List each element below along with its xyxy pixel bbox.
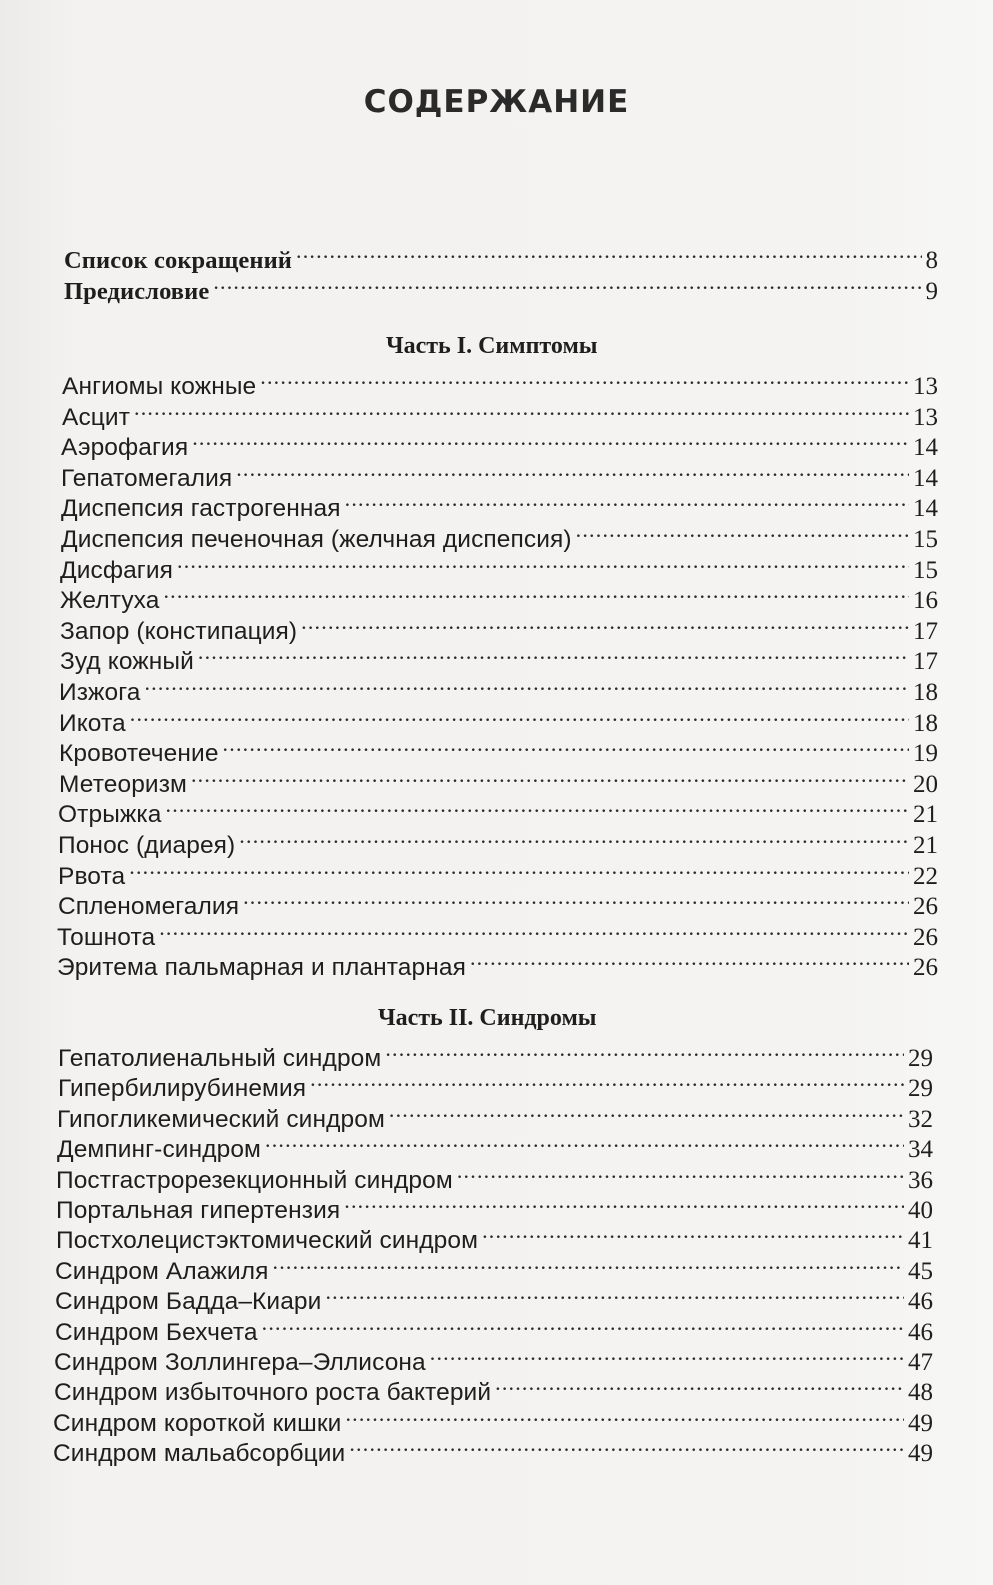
- toc-entry-page: 34: [908, 1136, 933, 1163]
- toc-entry: [56, 1216, 933, 1254]
- toc-entry-label: Гепатомегалия: [61, 465, 233, 492]
- dot-leader: [457, 1156, 904, 1188]
- toc-entry-label: Гипогликемический синдром: [57, 1106, 385, 1133]
- toc-entry-page: 18: [913, 679, 938, 706]
- toc-entry-label: Дисфагия: [60, 557, 173, 584]
- toc-entry-label: Гипербилирубинемия: [58, 1075, 307, 1102]
- toc-entry-page: 9: [925, 278, 938, 305]
- toc-entry: [59, 760, 938, 798]
- toc-entry-page: 45: [908, 1258, 933, 1285]
- toc-entry-label: Диспепсия печеночная (желчная диспепсия): [61, 526, 572, 553]
- toc-entry-page: 21: [913, 832, 938, 859]
- dot-leader: [134, 393, 909, 425]
- toc-entry: [60, 576, 938, 614]
- toc-entry-preface: [64, 267, 938, 305]
- dot-leader: [273, 1247, 904, 1279]
- dot-leader: [223, 729, 909, 761]
- toc-entry-label: Ангиомы кожные: [62, 373, 257, 400]
- toc-entry-label: Зуд кожный: [60, 648, 194, 675]
- toc-entry-page: 17: [913, 618, 938, 645]
- dot-leader: [495, 1368, 904, 1400]
- toc-entry: [59, 668, 938, 706]
- dot-leader: [265, 1125, 904, 1157]
- toc-entry: [55, 1247, 933, 1285]
- toc-entry-page: 29: [908, 1075, 933, 1102]
- toc-entry-label: Синдром короткой кишки: [53, 1410, 342, 1437]
- dot-leader: [296, 236, 921, 268]
- toc-entry-page: 49: [908, 1440, 933, 1467]
- toc-entry: [58, 1064, 933, 1102]
- toc-entry-label: Диспепсия гастрогенная: [61, 495, 341, 522]
- toc-entry-label: Метеоризм: [59, 771, 187, 798]
- toc-entry: [61, 484, 938, 522]
- dot-leader: [345, 1399, 904, 1431]
- toc-entry-label: Постхолецистэктомический синдром: [56, 1227, 479, 1254]
- toc-entry-label: Синдром Бадда–Киари: [55, 1288, 322, 1315]
- toc-entry-page: 26: [913, 893, 938, 920]
- toc-entry-abbreviations: [64, 236, 938, 274]
- toc-entry-page: 32: [908, 1106, 933, 1133]
- toc-entry: [58, 882, 938, 920]
- toc-entry: [62, 393, 938, 431]
- toc-entry-label: Спленомегалия: [58, 893, 240, 920]
- dot-leader: [389, 1095, 904, 1127]
- toc-entry-label: Кровотечение: [59, 740, 219, 767]
- toc-entry-page: 49: [908, 1410, 933, 1437]
- dot-leader: [482, 1216, 904, 1248]
- dot-leader: [191, 760, 909, 792]
- part-heading-syndromes: Часть II. Синдромы: [378, 1005, 597, 1031]
- toc-entry-label: Список сокращений: [64, 247, 293, 274]
- dot-leader: [345, 484, 909, 516]
- toc-entry-page: 26: [913, 924, 938, 951]
- dot-leader: [177, 546, 909, 578]
- dot-leader: [236, 454, 909, 486]
- toc-entry-page: 40: [908, 1197, 933, 1224]
- toc-entry-page: 22: [913, 863, 938, 890]
- toc-entry-page: 46: [908, 1288, 933, 1315]
- toc-entry: [61, 454, 938, 492]
- page-title: СОДЕРЖАНИЕ: [363, 84, 630, 120]
- dot-leader: [192, 423, 909, 455]
- toc-entry-label: Синдром Золлингера–Эллисона: [54, 1349, 426, 1376]
- toc-entry: [56, 1186, 933, 1224]
- dot-leader: [301, 607, 909, 639]
- toc-entry-label: Аэрофагия: [61, 434, 189, 461]
- toc-entry-page: 13: [913, 404, 938, 431]
- toc-entry: [59, 729, 938, 767]
- toc-entry-label: Эритема пальмарная и плантарная: [57, 954, 466, 981]
- dot-leader: [470, 943, 909, 975]
- toc-entry-label: Понос (диарея): [58, 832, 236, 859]
- toc-entry-page: 41: [908, 1227, 933, 1254]
- toc-entry-page: 14: [913, 434, 938, 461]
- toc-entry-page: 14: [913, 465, 938, 492]
- toc-entry-label: Отрыжка: [58, 801, 162, 828]
- part-heading-symptoms: Часть I. Симптомы: [386, 333, 598, 359]
- toc-entry-label: Гепатолиенальный синдром: [58, 1045, 382, 1072]
- toc-entry-label: Тошнота: [57, 924, 156, 951]
- dot-leader: [430, 1338, 904, 1370]
- toc-entry-label: Демпинг-синдром: [57, 1136, 261, 1163]
- dot-leader: [213, 267, 921, 299]
- toc-entry-label: Запор (констипация): [60, 618, 298, 645]
- dot-leader: [262, 1308, 904, 1340]
- toc-entry: [57, 913, 938, 951]
- toc-entry: [58, 790, 938, 828]
- toc-entry: [60, 637, 938, 675]
- toc-entry: [53, 1429, 933, 1467]
- dot-leader: [129, 852, 909, 884]
- toc-entry-page: 46: [908, 1319, 933, 1346]
- toc-entry-page: 8: [925, 247, 938, 274]
- toc-entry-label: Синдром избыточного роста бактерий: [54, 1379, 492, 1406]
- toc-entry-page: 14: [913, 495, 938, 522]
- toc-entry-label: Синдром Алажиля: [55, 1258, 269, 1285]
- dot-leader: [349, 1429, 904, 1461]
- dot-leader: [166, 790, 910, 822]
- toc-entry-page: 18: [913, 710, 938, 737]
- dot-leader: [310, 1064, 904, 1096]
- toc-entry-label: Желтуха: [60, 587, 160, 614]
- dot-leader: [144, 668, 909, 700]
- toc-entry-label: Изжога: [59, 679, 141, 706]
- toc-entry: [55, 1308, 933, 1346]
- dot-leader: [385, 1034, 904, 1066]
- toc-entry-page: 48: [908, 1379, 933, 1406]
- toc-entry: [53, 1399, 933, 1437]
- toc-entry-page: 17: [913, 648, 938, 675]
- dot-leader: [159, 913, 909, 945]
- toc-entry-page: 19: [913, 740, 938, 767]
- toc-entry-page: 13: [913, 373, 938, 400]
- dot-leader: [325, 1277, 904, 1309]
- toc-entry-label: Асцит: [62, 404, 131, 431]
- toc-entry-label: Икота: [59, 710, 126, 737]
- toc-entry: [57, 1125, 933, 1163]
- toc-entry-page: 36: [908, 1167, 933, 1194]
- toc-entry-label: Постгастрорезекционный синдром: [56, 1167, 453, 1194]
- dot-leader: [130, 699, 909, 731]
- toc-entry: [60, 546, 938, 584]
- toc-entry: [61, 423, 938, 461]
- toc-entry: [60, 607, 938, 645]
- toc-entry: [57, 1095, 933, 1133]
- toc-entry: [58, 821, 938, 859]
- toc-entry: [56, 1156, 933, 1194]
- toc-entry-page: 47: [908, 1349, 933, 1376]
- toc-entry: [61, 515, 938, 553]
- toc-entry: [59, 699, 938, 737]
- dot-leader: [344, 1186, 904, 1218]
- toc-entry-page: 29: [908, 1045, 933, 1072]
- toc-entry-page: 16: [913, 587, 938, 614]
- dot-leader: [198, 637, 909, 669]
- dot-leader: [260, 362, 909, 394]
- toc-entry: [54, 1368, 933, 1406]
- toc-entry-label: Синдром мальабсорбции: [53, 1440, 346, 1467]
- toc-entry-label: Синдром Бехчета: [55, 1319, 258, 1346]
- toc-entry-label: Рвота: [58, 863, 126, 890]
- toc-entry-page: 15: [913, 557, 938, 584]
- dot-leader: [239, 821, 909, 853]
- dot-leader: [163, 576, 909, 608]
- toc-entry: [62, 362, 938, 400]
- toc-entry: [58, 852, 938, 890]
- toc-entry: [58, 1034, 933, 1072]
- toc-entry-label: Предисловие: [64, 278, 210, 305]
- toc-entry: [55, 1277, 933, 1315]
- toc-entry: [57, 943, 938, 981]
- dot-leader: [243, 882, 909, 914]
- toc-entry-page: 21: [913, 801, 938, 828]
- toc-entry-page: 15: [913, 526, 938, 553]
- toc-entry-page: 20: [913, 771, 938, 798]
- toc-entry-page: 26: [913, 954, 938, 981]
- toc-entry-label: Портальная гипертензия: [56, 1197, 341, 1224]
- dot-leader: [576, 515, 909, 547]
- toc-entry: [54, 1338, 933, 1376]
